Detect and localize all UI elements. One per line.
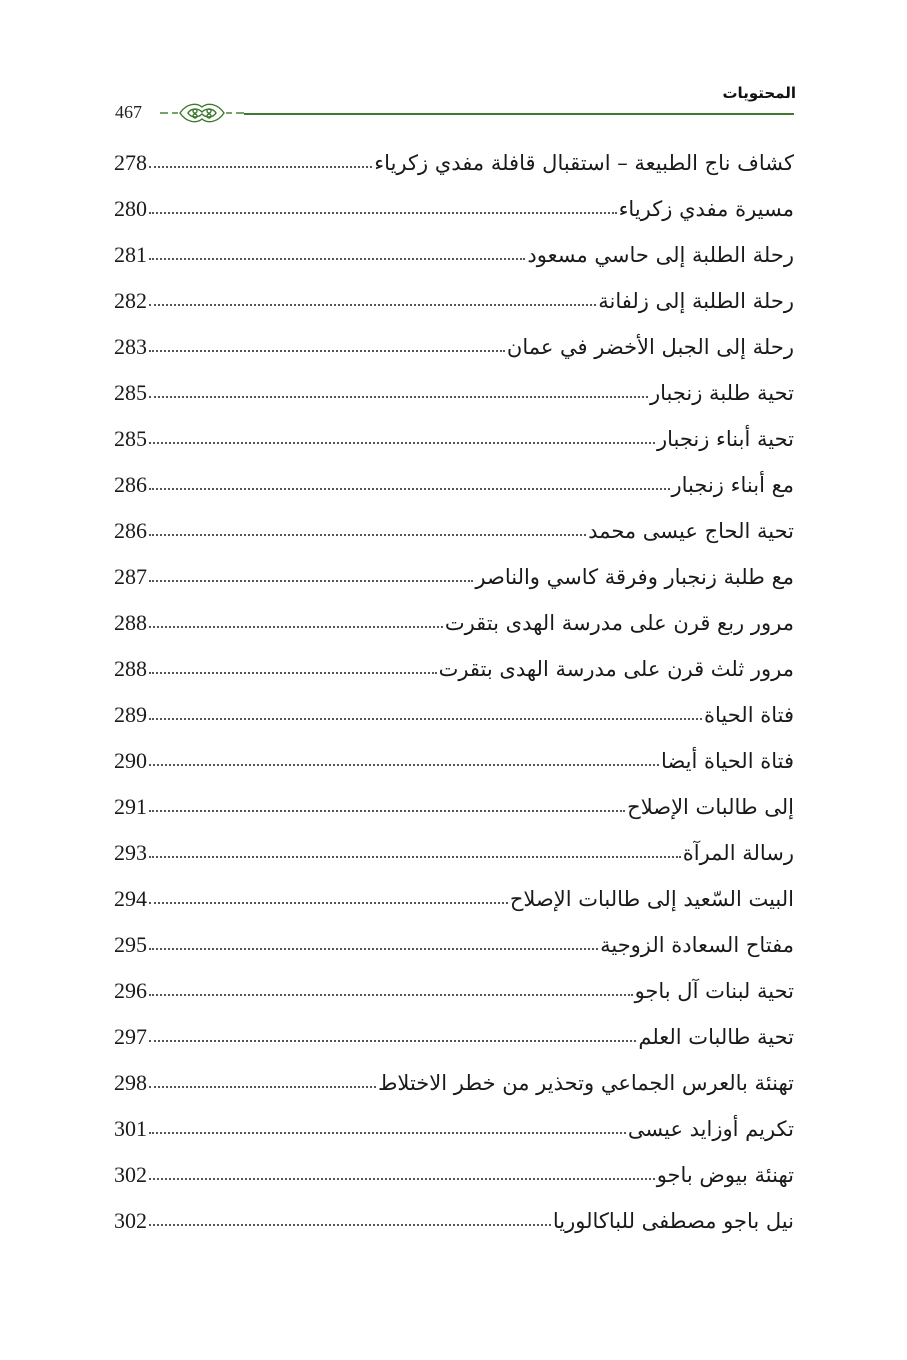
toc-entry-page: 295 xyxy=(114,932,147,957)
dot-leader xyxy=(149,580,473,582)
dot-leader xyxy=(149,396,648,398)
toc-entry-title: فتاة الحياة أيضا xyxy=(661,748,794,773)
toc-entry-title: تهنئة بالعرس الجماعي وتحذير من خطر الاختلاط xyxy=(378,1070,794,1095)
toc-entry-page: 288 xyxy=(114,656,147,681)
toc-entry-page: 291 xyxy=(114,794,147,819)
toc-entry[interactable] xyxy=(114,1060,794,1106)
ornament-icon xyxy=(158,98,246,136)
toc-entry[interactable] xyxy=(114,1014,794,1060)
toc-entry-page: 302 xyxy=(114,1162,147,1187)
running-header xyxy=(110,84,796,124)
toc-entry-title: مرور ثلث قرن على مدرسة الهدى بتقرت xyxy=(438,656,794,681)
toc-entry-title: فتاة الحياة xyxy=(704,702,794,727)
toc-entry[interactable] xyxy=(114,324,794,370)
toc-entry-page: 280 xyxy=(114,196,147,221)
toc-entry[interactable] xyxy=(114,876,794,922)
dot-leader xyxy=(149,488,670,490)
table-of-contents xyxy=(114,140,794,1244)
toc-entry[interactable] xyxy=(114,508,794,554)
toc-entry-title: تكريم أوزايد عيسى xyxy=(627,1116,794,1141)
toc-entry-page: 289 xyxy=(114,702,147,727)
toc-entry[interactable] xyxy=(114,692,794,738)
dot-leader xyxy=(149,304,596,306)
toc-entry-title: رحلة الطلبة إلى حاسي مسعود xyxy=(527,242,794,267)
toc-entry-page: 290 xyxy=(114,748,147,773)
toc-entry-title: كشاف ناج الطبيعة – استقبال قافلة مفدي زكرياء xyxy=(374,150,794,175)
toc-entry[interactable] xyxy=(114,968,794,1014)
dot-leader xyxy=(149,1132,626,1134)
dot-leader xyxy=(149,994,633,996)
toc-entry-title: إلى طالبات الإصلاح xyxy=(627,794,794,819)
toc-entry-page: 301 xyxy=(114,1116,147,1141)
dot-leader xyxy=(149,902,508,904)
dot-leader xyxy=(149,856,681,858)
toc-entry[interactable] xyxy=(114,370,794,416)
dot-leader xyxy=(149,718,702,720)
toc-entry-page: 298 xyxy=(114,1070,147,1095)
toc-entry[interactable] xyxy=(114,554,794,600)
toc-entry-page: 281 xyxy=(114,242,147,267)
toc-entry[interactable] xyxy=(114,600,794,646)
toc-entry[interactable] xyxy=(114,646,794,692)
toc-entry-page: 293 xyxy=(114,840,147,865)
toc-entry[interactable] xyxy=(114,232,794,278)
toc-entry-title: مع أبناء زنجبار xyxy=(671,472,794,497)
toc-entry-title: تحية طالبات العلم xyxy=(638,1024,794,1049)
toc-entry[interactable] xyxy=(114,278,794,324)
dot-leader xyxy=(149,1224,551,1226)
toc-entry-title: مع طلبة زنجبار وفرقة كاسي والناصر xyxy=(475,564,794,589)
dot-leader xyxy=(149,534,586,536)
toc-entry-title: رحلة الطلبة إلى زلفانة xyxy=(598,288,794,313)
dot-leader xyxy=(149,626,443,628)
dot-leader xyxy=(149,948,598,950)
toc-entry-page: 287 xyxy=(114,564,147,589)
dot-leader xyxy=(149,672,437,674)
toc-entry[interactable] xyxy=(114,416,794,462)
toc-entry-page: 283 xyxy=(114,334,147,359)
toc-entry-page: 286 xyxy=(114,472,147,497)
toc-entry-page: 294 xyxy=(114,886,147,911)
header-rule xyxy=(244,113,794,115)
toc-entry[interactable] xyxy=(114,830,794,876)
toc-entry[interactable] xyxy=(114,1152,794,1198)
toc-entry[interactable] xyxy=(114,1198,794,1244)
section-title: المحتويات xyxy=(722,84,796,102)
toc-entry-title: نيل باجو مصطفى للباكالوريا xyxy=(552,1208,794,1233)
toc-entry-page: 297 xyxy=(114,1024,147,1049)
toc-entry[interactable] xyxy=(114,140,794,186)
toc-entry-title: مرور ربع قرن على مدرسة الهدى بتقرت xyxy=(444,610,794,635)
dot-leader xyxy=(149,212,617,214)
toc-entry-page: 296 xyxy=(114,978,147,1003)
toc-entry[interactable] xyxy=(114,784,794,830)
toc-entry-title: رحلة إلى الجبل الأخضر في عمان xyxy=(506,334,794,359)
toc-entry[interactable] xyxy=(114,1106,794,1152)
toc-entry-title: تهنئة بيوض باجو xyxy=(656,1162,794,1187)
dot-leader xyxy=(149,810,625,812)
toc-entry-page: 286 xyxy=(114,518,147,543)
toc-entry[interactable] xyxy=(114,922,794,968)
dot-leader xyxy=(149,1178,655,1180)
toc-entry-page: 288 xyxy=(114,610,147,635)
toc-entry-page: 282 xyxy=(114,288,147,313)
toc-entry-page: 278 xyxy=(114,150,147,175)
toc-entry-title: تحية طلبة زنجبار xyxy=(649,380,794,405)
dot-leader xyxy=(149,258,525,260)
dot-leader xyxy=(149,166,372,168)
toc-entry[interactable] xyxy=(114,738,794,784)
toc-entry-page: 302 xyxy=(114,1208,147,1233)
dot-leader xyxy=(149,764,659,766)
toc-entry-page: 285 xyxy=(114,426,147,451)
toc-entry-title: مفتاح السعادة الزوجية xyxy=(600,932,794,957)
toc-entry-title: تحية الحاج عيسى محمد xyxy=(588,518,794,543)
toc-entry[interactable] xyxy=(114,462,794,508)
toc-entry-title: البيت السّعيد إلى طالبات الإصلاح xyxy=(509,886,794,911)
toc-entry-page: 285 xyxy=(114,380,147,405)
page-number: 467 xyxy=(115,102,142,122)
dot-leader xyxy=(149,350,505,352)
toc-entry-title: تحية أبناء زنجبار xyxy=(656,426,794,451)
dot-leader xyxy=(149,1040,636,1042)
toc-entry-title: تحية لبنات آل باجو xyxy=(634,978,794,1003)
toc-entry[interactable] xyxy=(114,186,794,232)
toc-entry-title: رسالة المرآة xyxy=(682,840,794,865)
dot-leader xyxy=(149,1086,376,1088)
dot-leader xyxy=(149,442,655,444)
toc-entry-title: مسيرة مفدي زكرياء xyxy=(618,196,794,221)
